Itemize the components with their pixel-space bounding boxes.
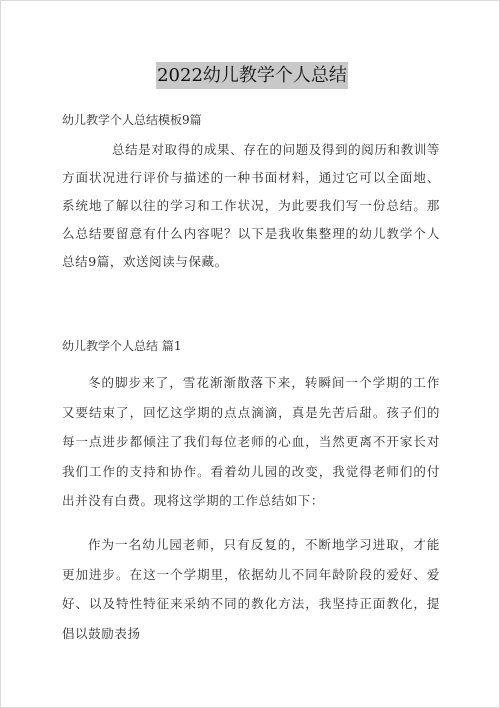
body-paragraph-1: 冬的脚步来了，雪花渐渐散落下来，转瞬间一个学期的工作又要结束了，回忆这学期的点点滴滴，真是先苦后甜。孩子们的每一点进步都倾注了我们每位老师的心血，当然更离不开家长对我们工作的支持和协作。看着幼儿园的改变，我觉得老师们的付出并没有白费。现将这学期的工作总结如下： bbox=[62, 375, 440, 508]
body-paragraph-2: 作为一名幼儿园老师，只有反复的，不断地学习进取，才能更加进步。在这一个学期里，依据幼儿不同年龄阶段的爱好、爱好、以及特性特征来采纳不同的教化方法，我坚持正面教化，提倡以鼓励表扬 bbox=[62, 537, 440, 641]
document-subtitle: 幼儿教学个人总结模板9篇 bbox=[62, 113, 202, 127]
intro-paragraph: 总结是对取得的成果、存在的问题及得到的阅历和教训等方面状况进行评价与描述的一种书面材料，通过它可以全面地、系统地了解以往的学习和工作状况，为此要我们写一份总结。那么总结要留意有什么内容呢？以下是我收集整理的幼儿教学个人总结9篇，欢送阅读与保藏。 bbox=[62, 142, 440, 269]
document-title: 2022幼儿教学个人总结 bbox=[156, 62, 348, 89]
section-heading: 幼儿教学个人总结 篇1 bbox=[62, 339, 182, 353]
